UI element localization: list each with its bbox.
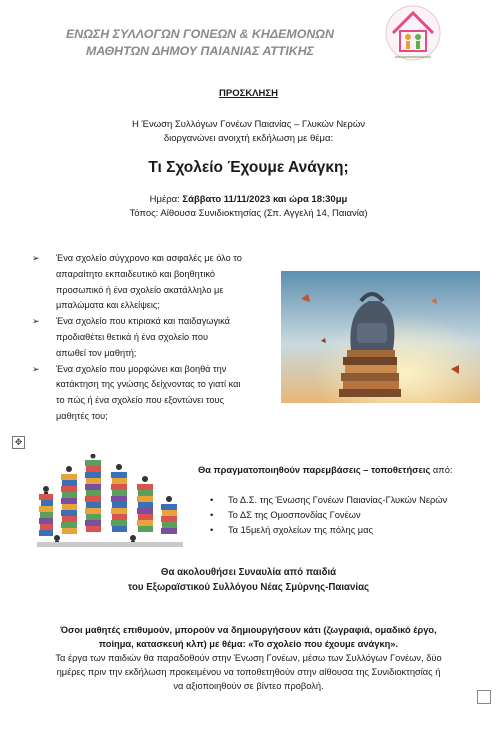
concert-line-2: του Εξωραϊστικού Συλλόγου Νέας Σμύρνης-Παιανίας: [127, 582, 370, 593]
question-item: [32, 251, 272, 314]
move-handle-icon[interactable]: ✥: [12, 436, 25, 449]
interventions-title-main: Θα πραγματοποιηθούν παρεμβάσεις – τοποθετήσεις: [198, 465, 431, 475]
books-with-students-illustration: [37, 454, 183, 547]
list-item: [210, 508, 495, 523]
organization-title-line1: ΕΝΩΣΗ ΣΥΛΛΟΓΩΝ ΓΟΝΕΩΝ & ΚΗΔΕΜΟΝΩΝ: [66, 27, 334, 41]
arrow-bullet-icon: ➢: [32, 316, 40, 327]
question-line: το πώς ή ένα σχολείο που εξοντώνει τους: [56, 395, 224, 406]
students-line-3: Τα έργα των παιδιών θα παραδοθούν στην Ένωση Γονέων, μέσω των Συλλόγων Γονέων, δύο: [55, 653, 442, 663]
students-line-1: Όσοι μαθητές επιθυμούν, μπορούν να δημιουργήσουν κάτι (ζωγραφιά, ομαδικό έργο,: [60, 625, 437, 635]
question-line: Ένα σχολείο που κτιριακά και παιδαγωγικά: [56, 316, 230, 327]
arrow-bullet-icon: ➢: [32, 253, 40, 263]
questions-list: [32, 251, 272, 425]
students-call: [0, 623, 497, 693]
question-item: [32, 314, 272, 361]
arrow-bullet-icon: ➢: [32, 363, 40, 374]
backpack-on-books-photo: [281, 271, 480, 403]
round-bullet-icon: •: [210, 510, 214, 520]
checkbox[interactable]: [477, 690, 491, 704]
intro-line-2: διοργανώνει ανοιχτή εκδήλωση με θέμα:: [163, 133, 334, 144]
interventions-list: [210, 493, 495, 538]
intervention-text: Το Δ.Σ. της Ένωσης Γονέων Παιανίας-Γλυκών Νερών: [228, 495, 448, 505]
invitation-intro: [0, 118, 497, 146]
association-logo: [383, 3, 443, 65]
concert-announcement: [0, 565, 497, 595]
list-item: [210, 523, 495, 538]
question-line: απωθεί τον μαθητή;: [56, 347, 137, 358]
organization-title: [40, 26, 360, 60]
question-line: μαθητές του;: [56, 410, 108, 421]
round-bullet-icon: •: [210, 525, 214, 535]
invitation-label: ΠΡΟΣΚΛΗΣΗ: [219, 88, 278, 99]
event-date: [0, 193, 497, 207]
interventions-title-suffix: από:: [430, 465, 453, 475]
question-item: [32, 362, 272, 425]
intervention-text: Το ΔΣ της Ομοσπονδίας Γονέων: [228, 510, 361, 520]
question-line: μπαλώματα και ελλείψεις;: [56, 300, 160, 311]
event-date-value: Σάββατο 11/11/2023 και ώρα 18:30μμ: [182, 194, 348, 205]
event-details: [0, 193, 497, 221]
event-title: Τι Σχολείο Έχουμε Ανάγκη;: [148, 159, 349, 176]
question-line: προσωπικό ή ένα σχολείο ακατάλληλο με: [56, 284, 224, 295]
question-line: Ένα σχολείο που μορφώνει και βοηθά την: [56, 363, 227, 374]
question-line: Ένα σχολείο σύγχρονο και ασφαλές με όλο το: [56, 253, 242, 263]
organization-title-line2: ΜΑΘΗΤΩΝ ΔΗΜΟΥ ΠΑΙΑΝΙΑΣ ΑΤΤΙΚΗΣ: [85, 44, 314, 58]
question-line: προδιαθέτει θετικά ή ένα σχολείο που: [56, 331, 209, 342]
event-place: Τόπος: Αίθουσα Συνιδιοκτησίας (Σπ. Αγγελή 14, Παιανία): [129, 208, 368, 219]
intervention-text: Τα 15μελή σχολείων της πόλης μας: [228, 525, 373, 535]
event-date-prefix: Ημέρα:: [149, 194, 183, 205]
students-line-4: ημέρες πριν την εκδήλωση προκειμένου να τοποθετηθούν στην αίθουσα της Συνιδιοκτησίας ή: [56, 667, 441, 677]
question-line: απαραίτητο εκπαιδευτικό και βοηθητικό: [56, 268, 215, 279]
interventions-title: [198, 465, 488, 475]
list-item: [210, 493, 495, 508]
concert-line-1: Θα ακολουθήσει Συναυλία από παιδιά: [160, 567, 337, 578]
students-line-2: ποίημα, κατασκευή κλπ) με θέμα: «Το σχολείο που έχουμε ανάγκη».: [98, 639, 399, 649]
intro-line-1: Η Ένωση Συλλόγων Γονέων Παιανίας – Γλυκών Νερών: [132, 119, 365, 130]
question-line: κατάκτηση της γνώσης δείχνοντας το γιατί και: [56, 379, 241, 390]
round-bullet-icon: •: [210, 495, 214, 505]
students-line-5: να αξιοποιηθούν σε βίντεο προβολή.: [173, 681, 324, 691]
